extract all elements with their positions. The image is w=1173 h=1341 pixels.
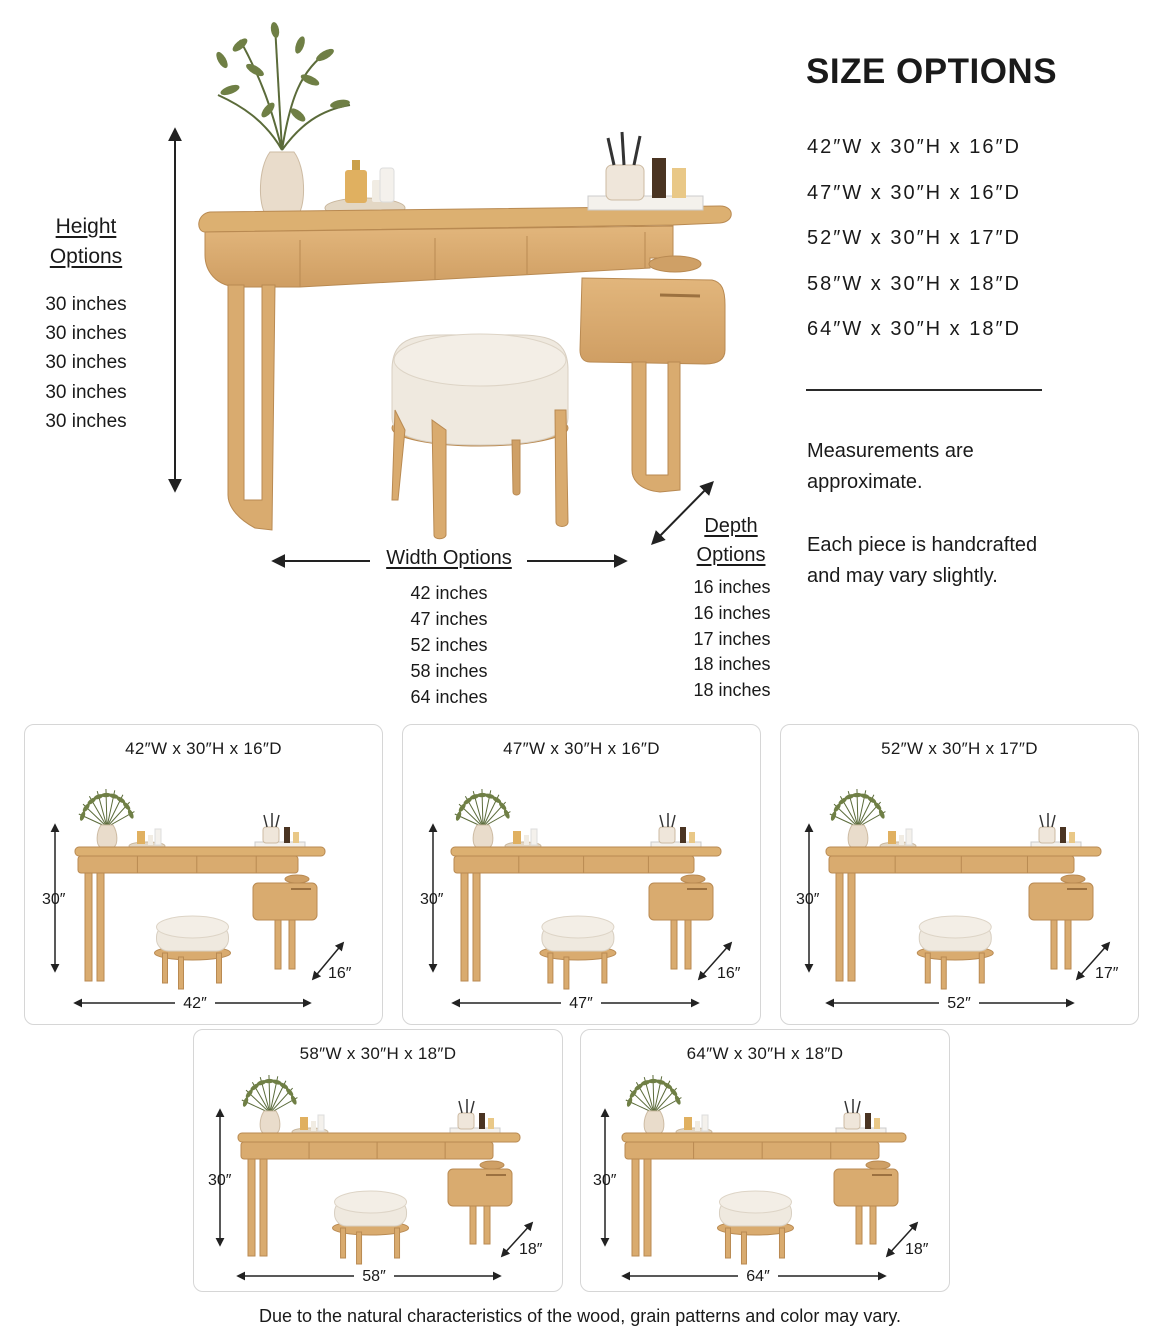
card-height-label: 30″: [208, 1172, 232, 1189]
card-width-label: 47″: [569, 995, 593, 1012]
stool-icon: [717, 1191, 793, 1264]
width-option: 47 inches: [410, 609, 488, 629]
card-depth-label: 16″: [717, 965, 741, 982]
height-options-list: [40, 290, 132, 436]
card-vanity-illustration: [194, 1030, 563, 1292]
bowl: [480, 1161, 504, 1169]
card-width-label: 64″: [746, 1268, 770, 1285]
desk-leg: [470, 1206, 476, 1244]
card-vanity-illustration: [403, 725, 761, 1025]
bowl: [285, 875, 309, 883]
stool-icon: [917, 916, 993, 989]
stool-icon: [392, 334, 568, 539]
depth-options-list: [686, 575, 778, 704]
makeup-tray-icon: [588, 132, 703, 210]
size-card-64: [580, 1029, 950, 1292]
desk-leg: [856, 1206, 862, 1244]
size-option: 42″W x 30″H x 16″D: [807, 136, 1021, 158]
height-option: 30 inches: [45, 323, 127, 345]
size-option: 52″W x 30″H x 17″D: [807, 227, 1021, 249]
card-width-label: 52″: [947, 995, 971, 1012]
vanity-icon: [622, 1075, 906, 1264]
desk-leg: [260, 1159, 267, 1256]
desk-leg: [97, 873, 104, 981]
desk-top: [451, 847, 721, 856]
desk-top: [622, 1133, 906, 1142]
card-height-label: 30″: [420, 891, 444, 908]
plant-vase-icon: [79, 789, 135, 847]
vanity-icon: [451, 789, 721, 989]
size-options-title: SIZE OPTIONS: [806, 52, 1058, 91]
desk-leg: [848, 873, 855, 981]
card-width-label: 42″: [183, 995, 207, 1012]
size-option: 64″W x 30″H x 18″D: [807, 318, 1021, 340]
handcrafted-note: Each piece is handcrafted and may vary slightly.: [807, 534, 1038, 587]
card-height-label: 30″: [593, 1172, 617, 1189]
size-card-42: [24, 724, 383, 1025]
plant-vase-icon: [214, 21, 351, 215]
height-option: 30 inches: [45, 352, 127, 374]
desk-leg: [1065, 920, 1071, 969]
desk-leg: [248, 1159, 255, 1256]
height-option: 30 inches: [45, 381, 127, 403]
desk-leg: [484, 1206, 490, 1244]
footer-disclaimer: Due to the natural characteristics of the wood, grain patterns and color may vary.: [259, 1306, 901, 1326]
vanity-icon: [826, 789, 1101, 989]
desk-top: [826, 847, 1101, 856]
bowl: [1061, 875, 1085, 883]
height-options-title: Height Options: [49, 215, 123, 268]
bowl: [649, 256, 701, 272]
width-option: 64 inches: [410, 687, 488, 707]
card-vanity-illustration: [581, 1030, 950, 1292]
card-depth-label: 18″: [519, 1241, 543, 1258]
height-option: 30 inches: [45, 294, 127, 315]
measurement-note: Measurements are approximate.: [807, 440, 974, 493]
size-card-58: [193, 1029, 563, 1292]
depth-options-title: Depth Options: [696, 515, 766, 566]
desk-leg: [1051, 920, 1057, 969]
desk-leg: [671, 920, 677, 969]
size-option: 47″W x 30″H x 16″D: [807, 181, 1021, 204]
width-option: 52 inches: [410, 635, 488, 655]
desk-leg: [685, 920, 691, 969]
card-title: 47″W x 30″H x 16″D: [503, 739, 660, 758]
card-vanity-illustration: [781, 725, 1139, 1025]
depth-option: 17 inches: [693, 628, 771, 649]
size-card-52: [780, 724, 1139, 1025]
depth-option: 18 inches: [693, 680, 771, 701]
card-depth-label: 17″: [1095, 965, 1119, 982]
desk-apron: [241, 1142, 493, 1159]
card-title: 58″W x 30″H x 18″D: [299, 1044, 457, 1063]
desk-leg: [289, 920, 295, 969]
stool-icon: [540, 916, 616, 989]
desk-leg: [632, 1159, 639, 1256]
bowl: [866, 1161, 890, 1169]
card-width-label: 58″: [362, 1268, 386, 1285]
desk-top: [238, 1133, 520, 1142]
width-options-list: [380, 580, 518, 710]
desk-top: [75, 847, 325, 856]
height-option: 30 inches: [45, 410, 127, 432]
desk-apron: [454, 856, 694, 873]
depth-option: 16 inches: [693, 577, 771, 597]
desk-leg: [473, 873, 480, 981]
plant-vase-icon: [626, 1075, 682, 1133]
card-depth-label: 16″: [328, 965, 352, 982]
plant-vase-icon: [830, 789, 886, 847]
desk-leg: [461, 873, 468, 981]
vanity-icon: [75, 789, 325, 989]
stool-icon: [333, 1191, 409, 1264]
side-drawer: [580, 278, 725, 364]
desk-apron: [625, 1142, 879, 1159]
card-height-label: 30″: [796, 891, 820, 908]
desk-leg: [870, 1206, 876, 1244]
vanity-icon: [238, 1075, 520, 1264]
size-card-47: [402, 724, 761, 1025]
card-title: 64″W x 30″H x 18″D: [686, 1044, 844, 1063]
desk-leg: [85, 873, 92, 981]
desk-leg: [644, 1159, 651, 1256]
desk-apron: [78, 856, 298, 873]
desk-apron: [829, 856, 1074, 873]
width-option: 58 inches: [410, 661, 488, 681]
width-options-title: Width Options: [386, 547, 512, 569]
card-title: 52″W x 30″H x 17″D: [881, 739, 1038, 758]
size-options-list: [807, 132, 1021, 360]
depth-option: 16 inches: [693, 602, 771, 623]
width-option: 42 inches: [410, 583, 488, 603]
plant-vase-icon: [242, 1075, 298, 1133]
card-title: 42″W x 30″H x 16″D: [125, 739, 282, 758]
depth-option: 18 inches: [693, 654, 771, 675]
divider: [806, 389, 1042, 391]
desk-leg: [275, 920, 281, 969]
bowl: [681, 875, 705, 883]
size-option: 58″W x 30″H x 18″D: [807, 272, 1021, 295]
card-depth-label: 18″: [905, 1241, 929, 1258]
desk-leg: [836, 873, 843, 981]
plant-vase-icon: [455, 789, 511, 847]
card-height-label: 30″: [42, 891, 66, 908]
stool-icon: [155, 916, 231, 989]
perfume-tray-icon: [325, 160, 405, 218]
